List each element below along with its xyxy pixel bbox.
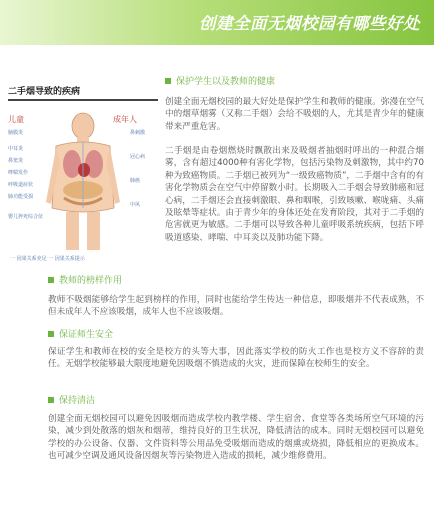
safety-paragraph: 保证学生和教师在校的安全是校方的头等大事，因此落实学校的防火工作也是校方义不容辞的责任。无烟学校能够最大限度地避免因吸烟不慎造成的火灾，进而保障在校师生的安全。	[48, 347, 424, 370]
section-heading-role-model: 教师的榜样作用	[48, 273, 122, 286]
figure-note-right-2: 冠心病	[130, 154, 146, 160]
bullet-square-icon	[48, 331, 54, 337]
bullet-square-icon	[165, 78, 171, 84]
figure-adult-label: 成年人	[113, 115, 137, 124]
section-heading-cleanliness: 保持清洁	[48, 393, 95, 406]
role-model-paragraph: 教师不吸烟能够给学生起到榜样的作用，同时也能给学生传达一种信息，即吸烟并不代表成熟，不但未成年人不应该吸烟，成年人也不应该吸烟。	[48, 295, 424, 318]
figure-note-left-1: 脑膜炎	[8, 130, 24, 136]
figure-note-left-4: 哮喘发作	[8, 170, 29, 176]
figure-note-left-5: 呼吸道症状	[8, 182, 34, 188]
figure-child-label: 儿童	[8, 115, 24, 124]
title-banner	[0, 0, 434, 45]
cleanliness-paragraph: 创建全面无烟校园可以避免因吸烟而造成学校内教学楼、学生宿舍、食堂等各类场所空气环境的污染，减少到处散落的烟灰和烟蒂，维持良好的卫生状况，降低清洁的成本。同时无烟校园可以避免学校的办公设备、仪器、文件资料等公用品免受吸烟而造成的烟熏或烧损，降低相应的更换成本。也可减少空调及通风设备因烟灰等污染物进入造成的损耗，减少维修费用。	[48, 414, 424, 462]
figure-note-left-6: 肺功能受损	[8, 194, 34, 200]
figure-note-right-3: 肺癌	[130, 178, 141, 184]
figure-note-left-3: 鼻窦炎	[8, 158, 24, 164]
figure-note-left-7: 婴儿猝死综合征	[8, 214, 44, 220]
section-heading-health: 保护学生以及教师的健康	[165, 74, 275, 87]
health-paragraph-2: 二手烟是由卷烟燃烧时飘散出来及吸烟者抽烟时呼出的一种混合烟雾，含有超过4000种有害化学物，包括污染物及刺激物，其中约70种为致癌物质。二手烟已被列为“一级致癌物质”，二手烟中含有的有害化学物质会在空气中停留数小时。长期吸入二手烟会导致肺癌和冠心病，二手烟还会直接刺激眼、鼻和咽喉，引致咳嗽、喉咙痛、头痛及眩晕等症状。由于青少年的身体还处在发育阶段，其对于二手烟的危害就更为敏感。二手烟可以导致各种儿童呼吸系统疾病，包括下呼吸道感染、哮喘、中耳炎以及肺功能下降。	[165, 146, 424, 243]
figure-note-left-2: 中耳炎	[8, 146, 24, 152]
bullet-square-icon	[48, 277, 54, 283]
page-title: 创建全面无烟校园有哪些好处	[199, 14, 420, 33]
bullet-square-icon	[48, 397, 54, 403]
anatomy-illustration-icon	[42, 112, 124, 252]
figure-footnote: 一 因果关系充足 一 因果关系提示	[10, 256, 85, 262]
section-heading-safety: 保证师生安全	[48, 327, 113, 340]
figure-title: 二手烟导致的疾病	[8, 86, 158, 101]
health-paragraph-1: 创建全面无烟校园的最大好处是保护学生和教师的健康。弥漫在空气中的烟草烟雾（又称二手烟）会给不吸烟的人，尤其是青少年的健康带来严重危害。	[165, 97, 424, 132]
figure-note-right-1: 鼻刺激	[130, 130, 146, 136]
disease-figure	[8, 86, 160, 272]
figure-note-right-4: 中风	[130, 202, 141, 208]
